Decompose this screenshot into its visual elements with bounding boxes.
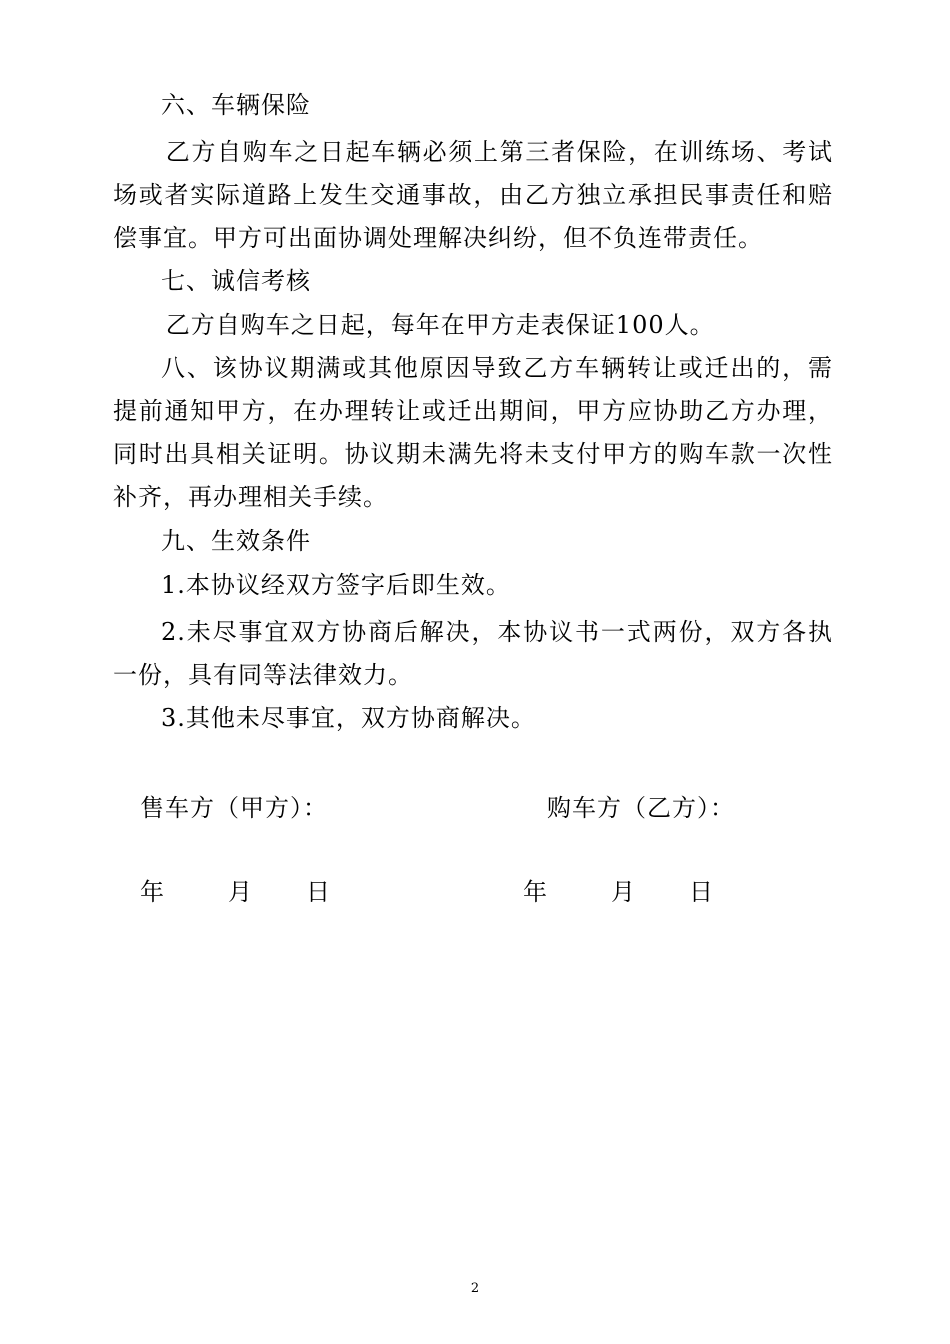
section-9-item-1: 1.本协议经双方签字后即生效。 <box>161 571 511 599</box>
seller-date-day: 日 <box>306 878 330 906</box>
page-number: 2 <box>470 1281 480 1296</box>
section-9-heading: 九、生效条件 <box>161 527 311 555</box>
section-9-item-2: 2.未尽事宜双方协商后解决，本协议书一式两份，双方各执一份，具有同等法律效力。 <box>113 618 833 689</box>
section-6-heading: 六、车辆保险 <box>161 91 311 119</box>
section-8-body: 八、该协议期满或其他原因导致乙方车辆转让或迁出的，需提前通知甲方，在办理转让或迁出期间，甲方应协助乙方办理，同时出具相关证明。协议期未满先将未支付甲方的购车款一次性补齐，再办理相关手续。 <box>113 354 833 511</box>
section-6-body: 乙方自购车之日起车辆必须上第三者保险，在训练场、考试场或者实际道路上发生交通事故，由乙方独立承担民事责任和赔偿事宜。甲方可出面协调处理解决纠纷，但不负连带责任。 <box>113 138 833 252</box>
buyer-signature-label: 购车方（乙方）： <box>547 794 735 822</box>
section-7-body: 乙方自购车之日起，每年在甲方走表保证100人。 <box>165 311 715 339</box>
buyer-date-month: 月 <box>611 878 635 906</box>
buyer-date-year: 年 <box>523 878 547 906</box>
section-9-item-3: 3.其他未尽事宜，双方协商解决。 <box>161 704 536 732</box>
seller-date-year: 年 <box>140 878 164 906</box>
section-7-heading: 七、诚信考核 <box>161 267 311 295</box>
buyer-date-day: 日 <box>689 878 713 906</box>
seller-signature-label: 售车方（甲方）： <box>140 794 328 822</box>
seller-date-month: 月 <box>228 878 252 906</box>
